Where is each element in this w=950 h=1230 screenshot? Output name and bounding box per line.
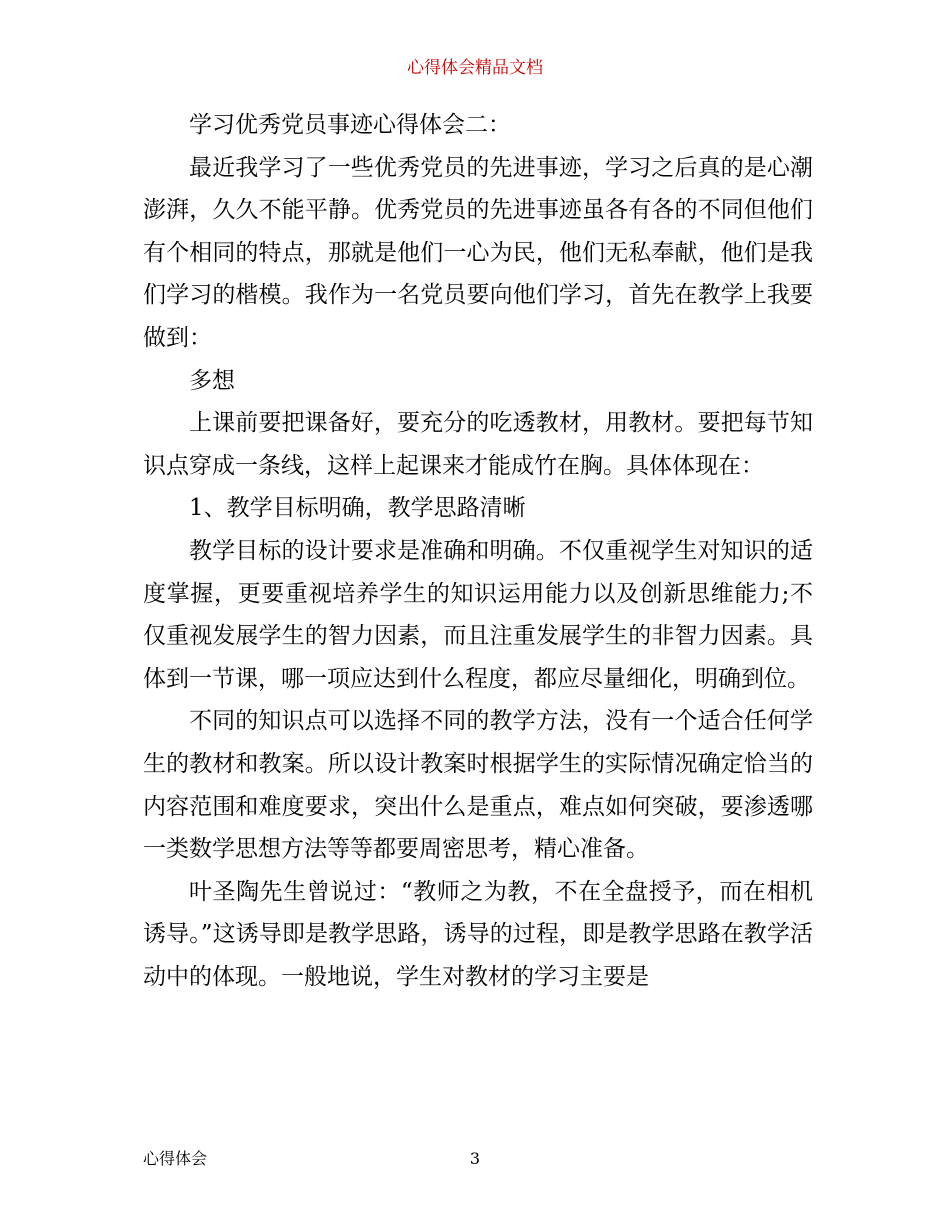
paragraph: 不同的知识点可以选择不同的教学方法，没有一个适合任何学生的教材和教案。所以设计教案时根据学生的实际情况确定恰当的内容范围和难度要求，突出什么是重点，难点如何突破，要渗透哪一类数学思想方法等等都要周密思考，精心准备。 [143,708,813,863]
paragraph-list-item: 1、教学目标明确，教学思路清晰 [189,495,526,522]
page-header-title: 心得体会精品文档 [407,58,543,78]
paragraph: 教学目标的设计要求是准确和明确。不仅重视学生对知识的适度掌握，更要重视培养学生的知识运用能力以及创新思维能力;不仅重视发展学生的智力因素，而且注重发展学生的非智力因素。具体到一节课，哪一项应达到什么程度，都应尽量细化，明确到位。 [143,537,813,692]
paragraph-heading: 学习优秀党员事迹心得体会二： [189,112,511,138]
document-body [143,104,813,998]
footer-label: 心得体会 [143,1149,208,1168]
page-number: 3 [469,1149,481,1168]
paragraph: 叶圣陶先生曾说过：“教师之为教，不在全盘授予，而在相机诱导。”这诱导即是教学思路，诱导的过程，即是教学思路在教学活动中的体现。一般地说，学生对教材的学习主要是 [143,878,813,990]
paragraph: 上课前要把课备好，要充分的吃透教材，用教材。要把每节知识点穿成一条线，这样上起课来才能成竹在胸。具体体现在： [143,410,813,479]
paragraph-subheading: 多想 [189,367,235,394]
paragraph: 最近我学习了一些优秀党员的先进事迹，学习之后真的是心潮澎湃，久久不能平静。优秀党员的先进事迹虽各有各的不同但他们有个相同的特点，那就是他们一心为民，他们无私奉献，他们是我们学习的楷模。我作为一名党员要向他们学习，首先在教学上我要做到： [143,154,813,351]
